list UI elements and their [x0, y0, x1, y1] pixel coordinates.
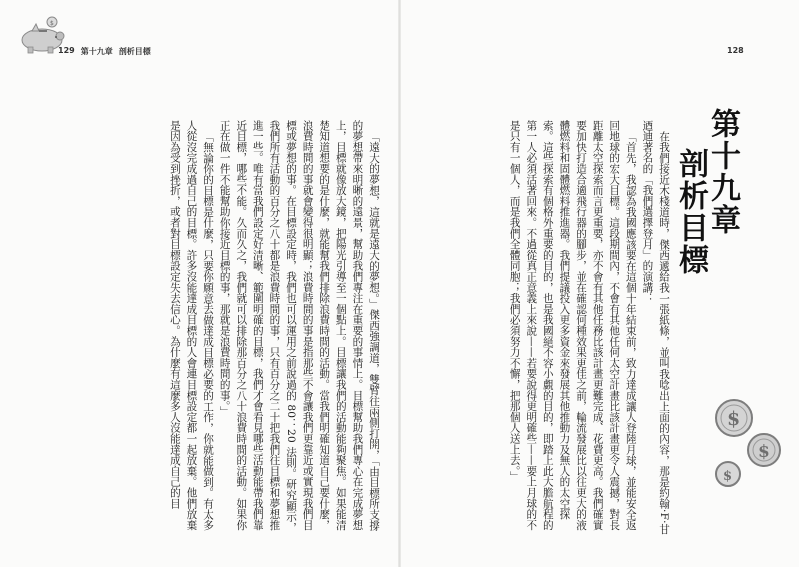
left-paragraph-1: 「遠大的夢想，這就是遠大的夢想。」傑西強調道，雙臂往兩側打開，「由目標所支撐的夢想帶來明晰的遠景，幫助我們專注在重要的事情上。目標幫助我們專心在完成夢想上，目標就像放大鏡，把陽光引導至一個點上。目標讓我們的活動能夠聚焦。如果能清楚知道想要的是什麼，就能幫我們排除浪費時間的活動。當我們明確知道自己要什麼，浪費時間的事就會變得很明顯；浪費時間的事是指那些不會讓我們更靠近或實現我們目標或夢想的事。在目標設定時，我們也可以運用之前說過的 80：20 法則。研究顯示，我們所有活動的百分之八十都是浪費時間的事，只有百分之二十把我們往目標和夢想推進一些。唯有當我們設定好清晰、範圍明確的目標，我們才會看見哪些活動能帶我們靠近目標，哪些不能。久而久之，我們就可以排除那百分之八十浪費時間的活動。如果你正在做一件不能幫助你接近目標的事，那就是浪費時間的事。」: [218, 120, 380, 533]
left-paragraph-2: 「無論你的目標是什麼，只要你願意去做達成目標必要的工作，你就能做到。有太多人從沒完成過自己的目標。許多沒能達成目標的人會連目標設定都一起放棄。他們放棄是因為受到挫折，或者對目標設定失去信心。為什麼有這麼多人沒能達成自己的目: [168, 120, 215, 531]
chapter-number: 第十九章: [705, 108, 740, 236]
left-page-body: [60, 120, 382, 540]
book-gutter: [398, 0, 401, 567]
speech-quote: 「首先，我認為我國應該要在這個十年結束前，致力達成讓人登陸月球，並能安全返回地球的宏大目標。這段期間內，不會有其他任何太空計畫比該計畫更令人震撼，對長距離太空探索而言更重要，亦不會有其他任務比該計畫更難完成、花費更高。我們確實要加快打造合適飛行器的腳步，並在確認何種效果更佳之前，輪流發展比以往更大的液體燃料和固體燃料推進器。我們提議投入更多資金來發展其他推動力及無人的太空探索。這些探索有個格外重要的目的，也是我國絕不容小覷的目的，即踏上此大膽航程的第一人必須活著回來。不過從真正意義上來說——若要說得更明確些——要上月球的不是只有一個人，而是我們全體同胞；我們必須努力不懈，把那個人送上去。」: [508, 120, 637, 531]
right-paragraph-1: 在我們接近木棧道時，傑西遞給我一張紙條，並叫我唸出上面的內容，那是約翰·F·甘迺迪著名的「我們選擇登月」的演講：: [641, 120, 670, 535]
svg-text:$: $: [50, 20, 54, 27]
dollar-coins-icon: [708, 398, 788, 490]
chapter-name-text: 剖析目標: [673, 148, 708, 276]
chapter-name: [668, 148, 712, 348]
svg-text:$: $: [723, 469, 733, 484]
right-page-body: [458, 120, 672, 540]
svg-text:$: $: [727, 408, 741, 430]
left-header-title: 剖析目標: [118, 47, 151, 56]
right-page-number: 128: [727, 46, 744, 55]
left-page-number: 129: [58, 46, 75, 55]
svg-text:$: $: [758, 442, 770, 462]
left-header-chapter: 第十九章: [80, 47, 113, 56]
left-running-header: [58, 46, 151, 57]
